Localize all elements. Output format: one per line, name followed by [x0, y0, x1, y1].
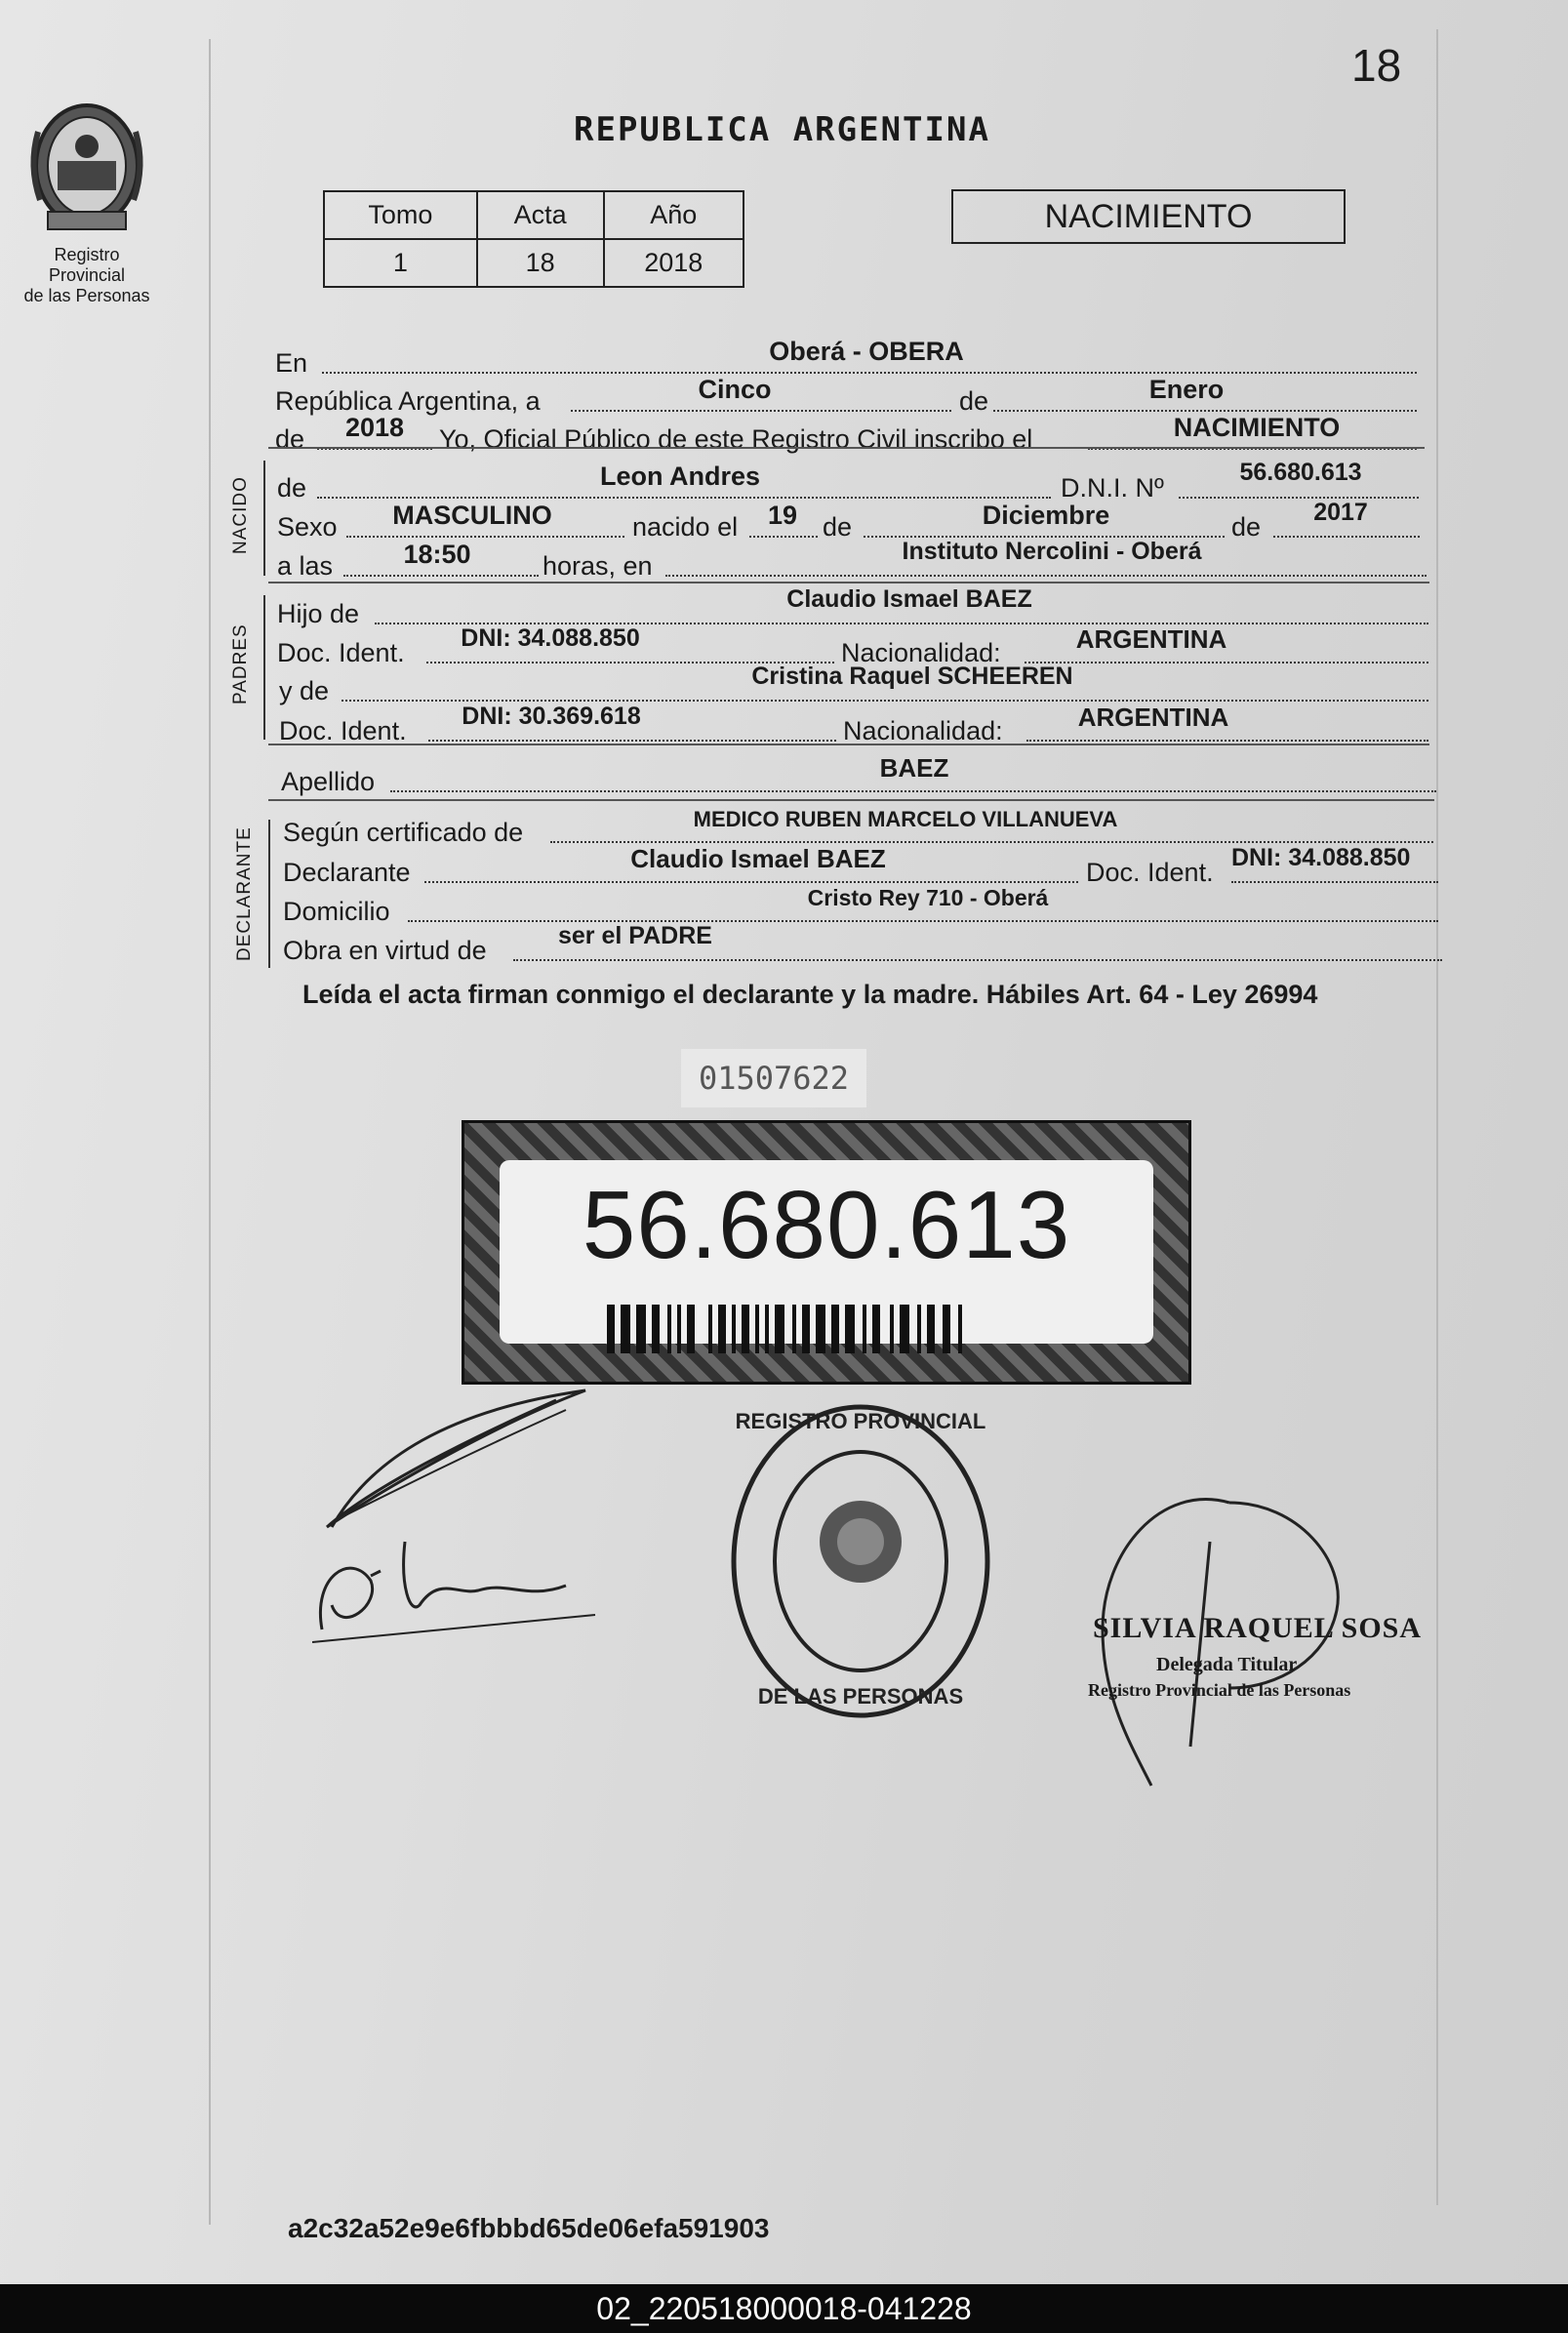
sexo-value: MASCULINO: [392, 501, 552, 530]
birth-month-value: Diciembre: [982, 501, 1110, 530]
official-role: Delegada Titular: [1156, 1654, 1298, 1675]
row-en: [0, 337, 1568, 376]
row-nacido-hora: [0, 540, 1568, 579]
row-nacido-name: [0, 459, 1568, 503]
birth-de-label2: de: [1231, 512, 1262, 542]
birth-day-value: 19: [767, 501, 798, 530]
place-value: Oberá - OBERA: [769, 337, 964, 366]
mother-nat-label: Nacionalidad:: [843, 716, 1003, 745]
page-number: 18: [1351, 40, 1402, 91]
declarante-label: Declarante: [283, 858, 411, 887]
ref-header-acta: Acta: [477, 191, 604, 239]
mother-nat-value: ARGENTINA: [1077, 703, 1229, 732]
nacido-de-label: de: [277, 473, 307, 503]
apellido-label: Apellido: [281, 767, 376, 796]
domicilio-value: Cristo Rey 710 - Oberá: [807, 885, 1049, 910]
domicilio-label: Domicilio: [283, 897, 390, 926]
padres-side-label: PADRES: [230, 623, 251, 704]
child-dni-value: 56.680.613: [1239, 459, 1362, 486]
mother-doc-label: Doc. Ident.: [279, 716, 407, 745]
row-certificado: [0, 806, 1568, 845]
registry-seal-icon: [719, 1386, 1012, 1737]
year-value: 2018: [344, 413, 405, 442]
declarant-signature-icon: [312, 1381, 605, 1654]
father-name-value: Claudio Ismael BAEZ: [786, 585, 1032, 613]
row-republica: [0, 375, 1568, 414]
ref-value-tomo: 1: [324, 239, 477, 287]
section-divider: [268, 447, 1425, 449]
apellido-value: BAEZ: [879, 753, 949, 783]
obra-value: ser el PADRE: [558, 922, 712, 949]
birth-place-value: Instituto Nercolini - Oberá: [902, 538, 1202, 565]
ref-header-ano: Año: [604, 191, 744, 239]
ref-header-tomo: Tomo: [324, 191, 477, 239]
declarante-side-label: DECLARANTE: [234, 826, 255, 961]
row-mother-doc: [0, 704, 1568, 744]
section-divider: [268, 582, 1429, 583]
section-divider: [268, 744, 1429, 745]
row-father-doc: [0, 626, 1568, 665]
inscribo-label: Yo, Oficial Público de este Registro Civil inscribo el: [439, 424, 1033, 454]
seal-text-top: REGISTRO PROVINCIAL: [735, 1409, 986, 1433]
declarante-value: Claudio Ismael BAEZ: [630, 844, 886, 873]
father-nat-label: Nacionalidad:: [841, 638, 1001, 667]
row-declarante: [0, 846, 1568, 885]
row-domicilio: [0, 885, 1568, 924]
official-office: Registro Provincial de las Personas: [1088, 1680, 1351, 1700]
child-name-value: Leon Andres: [599, 462, 761, 491]
seal-text-bottom: DE LAS PERSONAS: [757, 1684, 964, 1709]
republica-label: República Argentina, a: [275, 386, 541, 416]
a-las-label: a las: [277, 551, 334, 581]
ref-value-acta: 18: [477, 239, 604, 287]
official-name: SILVIA RAQUEL SOSA: [1093, 1612, 1423, 1644]
official-signature-icon: [1083, 1493, 1376, 1805]
footer-id: 02_220518000018-041228: [0, 2284, 1568, 2333]
row-y-de: [0, 664, 1568, 704]
nacido-side-label: NACIDO: [230, 476, 251, 554]
row-obra: [0, 924, 1568, 963]
dni-barcode-sticker: [462, 1120, 1191, 1385]
en-label: En: [275, 348, 308, 378]
closing-statement: Leída el acta firman conmigo el declarante y la madre. Hábiles Art. 64 - Ley 26994: [302, 980, 1318, 1009]
cert-value: MEDICO RUBEN MARCELO VILLANUEVA: [693, 807, 1118, 831]
barcode-number: 56.680.613: [582, 1171, 1071, 1278]
month-value: Enero: [1148, 375, 1225, 404]
section-divider: [268, 799, 1434, 801]
y-de-label: y de: [279, 676, 330, 705]
inscribo-value: NACIMIENTO: [1173, 413, 1341, 442]
obra-label: Obra en virtud de: [283, 936, 487, 965]
declarante-doc-label: Doc. Ident.: [1086, 858, 1214, 887]
nacido-el-label: nacido el: [632, 512, 739, 542]
birth-de-label: de: [823, 512, 853, 542]
misiones-emblem-icon: [19, 93, 155, 239]
row-nacido-sexo: [0, 501, 1568, 540]
father-doc-label: Doc. Ident.: [277, 638, 405, 667]
row-apellido: [0, 755, 1568, 794]
ref-value-ano: 2018: [604, 239, 744, 287]
barcode-icon: [607, 1305, 1046, 1353]
horas-label: horas, en: [543, 551, 653, 581]
serial-number: 01507622: [681, 1049, 866, 1107]
father-nat-value: ARGENTINA: [1075, 624, 1227, 654]
record-type-box: NACIMIENTO: [951, 189, 1346, 244]
registry-logo: [14, 93, 160, 306]
document-hash: a2c32a52e9e6fbbbd65de06efa591903: [288, 2213, 770, 2243]
mother-doc-value: DNI: 30.369.618: [462, 703, 641, 730]
de-label-year: de: [275, 424, 305, 454]
time-value: 18:50: [403, 540, 471, 569]
de-label: de: [959, 386, 989, 416]
row-hijo-de: [0, 587, 1568, 626]
birth-year-value: 2017: [1313, 499, 1368, 526]
reference-table: [323, 190, 744, 288]
sexo-label: Sexo: [277, 512, 338, 542]
logo-caption-line1: Registro Provincial: [48, 245, 126, 285]
mother-name-value: Cristina Raquel SCHEEREN: [751, 663, 1073, 690]
cert-label: Según certificado de: [283, 818, 524, 847]
declarante-doc-value: DNI: 34.088.850: [1231, 844, 1411, 871]
logo-caption-line2: de las Personas: [23, 286, 150, 305]
page-title: REPUBLICA ARGENTINA: [574, 110, 990, 149]
father-doc-value: DNI: 34.088.850: [461, 624, 640, 652]
hijo-de-label: Hijo de: [277, 599, 360, 628]
day-value: Cinco: [698, 375, 772, 404]
dni-label: D.N.I. Nº: [1061, 473, 1164, 503]
row-inscribo: [0, 413, 1568, 452]
